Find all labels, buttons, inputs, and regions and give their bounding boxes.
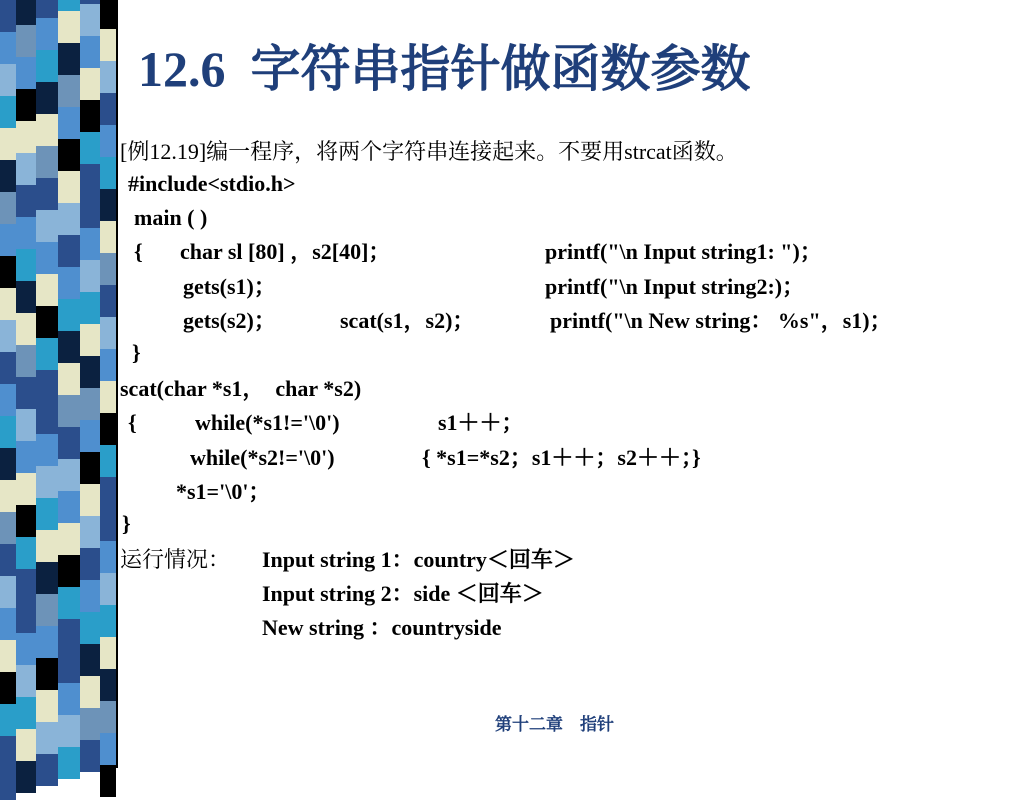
stripe-segment bbox=[80, 260, 100, 292]
stripe-segment bbox=[0, 576, 16, 608]
stripe-segment bbox=[58, 555, 80, 587]
stripe-segment bbox=[80, 708, 100, 740]
stripe-segment bbox=[58, 427, 80, 459]
stripe-segment bbox=[58, 491, 80, 523]
stripe-segment bbox=[16, 729, 36, 761]
run-line-1: Input string 1：country＜回车＞ bbox=[262, 547, 575, 572]
code-while-2-body: { *s1=*s2；s1＋＋；s2＋＋；} bbox=[422, 445, 701, 470]
stripe-segment bbox=[80, 196, 100, 228]
stripe-segment bbox=[58, 107, 80, 139]
stripe-segment bbox=[36, 210, 58, 242]
stripe-segment bbox=[0, 544, 16, 576]
stripe-segment bbox=[100, 669, 116, 701]
code-scat-call: scat(s1，s2)； bbox=[340, 308, 475, 333]
stripe-segment bbox=[16, 697, 36, 729]
stripe-segment bbox=[36, 50, 58, 82]
stripe-segment bbox=[58, 75, 80, 107]
stripe-segment bbox=[58, 139, 80, 171]
code-gets-2: gets(s2)； bbox=[183, 308, 276, 333]
stripe-edge bbox=[116, 0, 118, 768]
stripe-segment bbox=[36, 658, 58, 690]
code-null-terminator: *s1='\0'； bbox=[176, 479, 271, 504]
stripe-segment bbox=[16, 281, 36, 313]
stripe-segment bbox=[80, 676, 100, 708]
stripe-segment bbox=[80, 228, 100, 260]
stripe-segment bbox=[16, 761, 36, 793]
stripe-segment bbox=[0, 768, 16, 800]
stripe-segment bbox=[36, 242, 58, 274]
stripe-segment bbox=[0, 288, 16, 320]
stripe-segment bbox=[16, 185, 36, 217]
stripe-segment bbox=[100, 317, 116, 349]
stripe-segment bbox=[58, 587, 80, 619]
code-printf-2: printf("\n Input string2:)； bbox=[545, 274, 805, 299]
stripe-segment bbox=[58, 43, 80, 75]
run-line-2: Input string 2：side ＜回车＞ bbox=[262, 581, 544, 606]
stripe-segment bbox=[100, 733, 116, 765]
stripe-segment bbox=[16, 537, 36, 569]
stripe-segment bbox=[0, 448, 16, 480]
stripe-segment bbox=[100, 125, 116, 157]
stripe-segment bbox=[100, 221, 116, 253]
stripe-segment bbox=[0, 32, 16, 64]
stripe-segment bbox=[58, 171, 80, 203]
stripe-segment bbox=[16, 633, 36, 665]
stripe-segment bbox=[16, 25, 36, 57]
stripe-segment bbox=[0, 480, 16, 512]
stripe-segment bbox=[80, 324, 100, 356]
stripe-segment bbox=[36, 114, 58, 146]
stripe-segment bbox=[100, 701, 116, 733]
stripe-segment bbox=[16, 249, 36, 281]
stripe-segment bbox=[100, 765, 116, 797]
stripe-segment bbox=[58, 203, 80, 235]
stripe-segment bbox=[16, 153, 36, 185]
stripe-segment bbox=[80, 388, 100, 420]
stripe-segment bbox=[58, 11, 80, 43]
code-printf-3: printf("\n New string： %s"，s1)； bbox=[550, 308, 892, 333]
stripe-segment bbox=[36, 146, 58, 178]
stripe-segment bbox=[100, 477, 116, 509]
example-number: [例12.19] bbox=[120, 139, 207, 164]
stripe-segment bbox=[80, 132, 100, 164]
stripe-segment bbox=[0, 704, 16, 736]
stripe-segment bbox=[16, 441, 36, 473]
stripe-segment bbox=[100, 253, 116, 285]
stripe-segment bbox=[100, 541, 116, 573]
stripe-segment bbox=[100, 0, 116, 29]
example-description: 编一程序，将两个字符串连接起来。不要用strcat函数。 bbox=[206, 139, 738, 164]
stripe-segment bbox=[58, 331, 80, 363]
stripe-segment bbox=[0, 128, 16, 160]
stripe-segment bbox=[16, 121, 36, 153]
stripe-segment bbox=[100, 381, 116, 413]
stripe-segment bbox=[80, 452, 100, 484]
stripe-segment bbox=[36, 402, 58, 434]
stripe-segment bbox=[0, 96, 16, 128]
stripe-segment bbox=[36, 754, 58, 786]
stripe-segment bbox=[0, 256, 16, 288]
code-brace-open-2: { bbox=[128, 410, 137, 435]
stripe-segment bbox=[36, 722, 58, 754]
stripe-segment bbox=[16, 313, 36, 345]
stripe-segment bbox=[100, 445, 116, 477]
stripe-segment bbox=[100, 61, 116, 93]
stripe-segment bbox=[80, 740, 100, 772]
stripe-segment bbox=[58, 299, 80, 331]
stripe-segment bbox=[80, 516, 100, 548]
stripe-segment bbox=[36, 562, 58, 594]
stripe-segment bbox=[36, 18, 58, 50]
stripe-segment bbox=[80, 580, 100, 612]
code-include: #include<stdio.h> bbox=[128, 171, 296, 196]
stripe-segment bbox=[80, 420, 100, 452]
run-line-3: New string ：countryside bbox=[262, 615, 502, 640]
stripe-segment bbox=[58, 651, 80, 683]
stripe-segment bbox=[80, 356, 100, 388]
code-printf-1: printf("\n Input string1: ")； bbox=[545, 239, 822, 264]
stripe-segment bbox=[0, 352, 16, 384]
code-increment-1: s1＋＋； bbox=[438, 410, 524, 435]
stripe-segment bbox=[80, 4, 100, 36]
stripe-segment bbox=[0, 672, 16, 704]
stripe-segment bbox=[0, 224, 16, 256]
code-main: main ( ) bbox=[134, 205, 208, 230]
decorative-stripe-bar bbox=[0, 0, 130, 768]
stripe-segment bbox=[36, 530, 58, 562]
stripe-segment bbox=[58, 747, 80, 779]
stripe-segment bbox=[16, 377, 36, 409]
stripe-segment bbox=[58, 363, 80, 395]
stripe-segment bbox=[80, 644, 100, 676]
stripe-segment bbox=[36, 0, 58, 18]
stripe-segment bbox=[80, 100, 100, 132]
code-scat-definition: scat(char *s1， char *s2) bbox=[120, 376, 362, 401]
stripe-segment bbox=[100, 285, 116, 317]
stripe-segment bbox=[36, 594, 58, 626]
stripe-segment bbox=[100, 189, 116, 221]
stripe-segment bbox=[36, 434, 58, 466]
stripe-segment bbox=[0, 640, 16, 672]
stripe-segment bbox=[58, 715, 80, 747]
stripe-segment bbox=[100, 605, 116, 637]
stripe-segment bbox=[100, 349, 116, 381]
stripe-segment bbox=[36, 274, 58, 306]
stripe-segment bbox=[58, 267, 80, 299]
code-brace-close: } bbox=[132, 340, 141, 365]
stripe-segment bbox=[80, 548, 100, 580]
code-gets-1: gets(s1)； bbox=[183, 274, 276, 299]
stripe-segment bbox=[100, 29, 116, 61]
stripe-segment bbox=[58, 235, 80, 267]
stripe-segment bbox=[36, 370, 58, 402]
stripe-segment bbox=[36, 626, 58, 658]
stripe-segment bbox=[58, 0, 80, 11]
stripe-segment bbox=[0, 608, 16, 640]
stripe-segment bbox=[0, 160, 16, 192]
stripe-segment bbox=[58, 459, 80, 491]
stripe-segment bbox=[16, 217, 36, 249]
stripe-segment bbox=[36, 498, 58, 530]
stripe-segment bbox=[0, 384, 16, 416]
stripe-segment bbox=[36, 178, 58, 210]
stripe-segment bbox=[16, 345, 36, 377]
stripe-segment bbox=[80, 484, 100, 516]
stripe-segment bbox=[0, 320, 16, 352]
stripe-segment bbox=[16, 569, 36, 601]
slide-title: 12.6 字符串指针做函数参数 bbox=[138, 41, 751, 97]
stripe-segment bbox=[80, 36, 100, 68]
stripe-segment bbox=[100, 157, 116, 189]
stripe-segment bbox=[16, 409, 36, 441]
stripe-segment bbox=[80, 292, 100, 324]
stripe-segment bbox=[100, 413, 116, 445]
example-intro bbox=[120, 141, 738, 163]
code-brace-open: { bbox=[134, 239, 143, 264]
stripe-segment bbox=[0, 64, 16, 96]
stripe-segment bbox=[58, 619, 80, 651]
stripe-segment bbox=[16, 665, 36, 697]
stripe-segment bbox=[16, 473, 36, 505]
stripe-segment bbox=[100, 93, 116, 125]
stripe-segment bbox=[36, 338, 58, 370]
stripe-segment bbox=[100, 637, 116, 669]
run-label: 运行情况： bbox=[120, 547, 231, 572]
stripe-segment bbox=[58, 395, 80, 427]
stripe-segment bbox=[80, 68, 100, 100]
stripe-segment bbox=[58, 683, 80, 715]
stripe-segment bbox=[80, 164, 100, 196]
stripe-segment bbox=[36, 306, 58, 338]
stripe-segment bbox=[0, 0, 16, 32]
stripe-segment bbox=[0, 416, 16, 448]
stripe-segment bbox=[58, 523, 80, 555]
stripe-segment bbox=[0, 512, 16, 544]
stripe-segment bbox=[100, 573, 116, 605]
stripe-segment bbox=[36, 82, 58, 114]
stripe-segment bbox=[36, 466, 58, 498]
stripe-segment bbox=[80, 612, 100, 644]
stripe-segment bbox=[16, 601, 36, 633]
stripe-segment bbox=[0, 192, 16, 224]
stripe-segment bbox=[36, 690, 58, 722]
stripe-segment bbox=[16, 89, 36, 121]
stripe-segment bbox=[16, 0, 36, 25]
slide-footer: 第十二章 指针 bbox=[495, 715, 614, 734]
stripe-segment bbox=[100, 509, 116, 541]
code-brace-close-2: } bbox=[122, 511, 131, 536]
stripe-segment bbox=[16, 505, 36, 537]
stripe-segment bbox=[0, 736, 16, 768]
code-declaration: char sl [80] ，s2[40]； bbox=[180, 239, 391, 264]
code-while-1: while(*s1!='\0') bbox=[195, 410, 340, 435]
code-while-2: while(*s2!='\0') bbox=[190, 445, 335, 470]
stripe-segment bbox=[16, 57, 36, 89]
